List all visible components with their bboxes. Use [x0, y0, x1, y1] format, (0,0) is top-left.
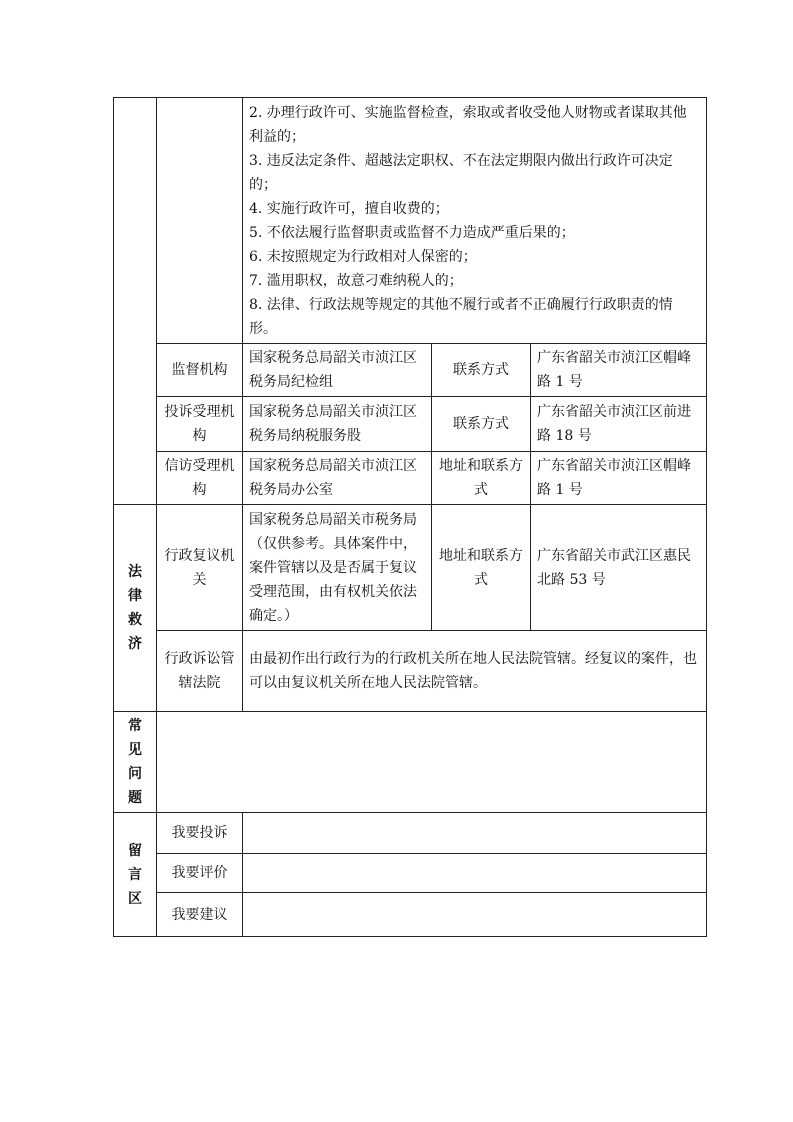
litigation-label: 行政诉讼管辖法院: [157, 631, 243, 712]
evaluate-label: 我要评价: [157, 854, 243, 893]
duty-item: 4. 实施行政许可，擅自收费的；: [249, 201, 449, 217]
section-char: 留: [128, 842, 142, 859]
petition-label: 信访受理机构: [157, 452, 243, 505]
message-section-title: [114, 813, 157, 937]
section-cell-empty: [114, 98, 157, 505]
complaint-row: [114, 397, 707, 452]
section-char: 救: [128, 612, 142, 628]
section-char: 法: [128, 564, 142, 580]
duty-item: 3. 违反法定条件、超越法定职权、不在法定期限内做出行政许可决定的；: [249, 153, 673, 193]
faq-section-title: [114, 712, 157, 813]
section-char: 律: [128, 588, 142, 604]
evaluate-input[interactable]: [243, 854, 707, 893]
duty-item: 2. 办理行政许可、实施监督检查，索取或者收受他人财物或者谋取其他利益的；: [249, 105, 687, 145]
petition-contact: 广东省韶关市浈江区帽峰路 1 号: [531, 452, 707, 505]
duty-item: 5. 不依法履行监督职责或监督不力造成严重后果的；: [249, 225, 575, 241]
message-row: [114, 854, 707, 893]
complaint-label: 投诉受理机构: [157, 397, 243, 452]
service-guide-table: [113, 97, 707, 937]
review-label: 行政复议机关: [157, 505, 243, 631]
supervision-contact-label: 联系方式: [432, 344, 531, 397]
supervision-row: [114, 344, 707, 397]
faq-content: [157, 712, 707, 813]
message-row: [114, 893, 707, 937]
suggest-input[interactable]: [243, 893, 707, 937]
supervision-contact: 广东省韶关市浈江区帽峰路 1 号: [531, 344, 707, 397]
section-char: 区: [128, 890, 142, 907]
complain-label: 我要投诉: [157, 813, 243, 854]
litigation-row: [114, 631, 707, 712]
section-char: 题: [128, 790, 142, 806]
suggest-label: 我要建议: [157, 893, 243, 937]
review-row: [114, 505, 707, 631]
litigation-text: 由最初作出行政行为的行政机关所在地人民法院管辖。经复议的案件，也可以由复议机关所在地人民法院管辖。: [243, 631, 707, 712]
message-row: [114, 813, 707, 854]
complaint-contact: 广东省韶关市浈江区前进路 18 号: [531, 397, 707, 452]
review-contact-label: 地址和联系方式: [432, 505, 531, 631]
supervision-label: 监督机构: [157, 344, 243, 397]
review-org: 国家税务总局韶关市税务局（仅供参考。具体案件中，案件管辖以及是否属于复议受理范围，由有权机关依法确定。）: [243, 505, 432, 631]
section-char: 见: [128, 742, 142, 758]
petition-org: 国家税务总局韶关市浈江区税务局办公室: [243, 452, 432, 505]
section-char: 常: [128, 718, 142, 734]
petition-contact-label: 地址和联系方式: [432, 452, 531, 505]
section-char: 济: [128, 636, 142, 652]
review-contact: 广东省韶关市武江区惠民北路 53 号: [531, 505, 707, 631]
petition-row: [114, 452, 707, 505]
duty-item: 8. 法律、行政法规等规定的其他不履行或者不正确履行行政职责的情形。: [249, 297, 673, 337]
duty-label-cell: [157, 98, 243, 344]
section-char: 问: [128, 766, 142, 782]
duty-list-cell: [243, 98, 707, 344]
complain-input[interactable]: [243, 813, 707, 854]
duty-item: 7. 滥用职权，故意刁难纳税人的；: [249, 273, 463, 289]
section-char: 言: [128, 866, 142, 883]
duty-list-row: [114, 98, 707, 344]
supervision-org: 国家税务总局韶关市浈江区税务局纪检组: [243, 344, 432, 397]
complaint-contact-label: 联系方式: [432, 397, 531, 452]
legal-relief-section-title: [114, 505, 157, 712]
complaint-org: 国家税务总局韶关市浈江区税务局纳税服务股: [243, 397, 432, 452]
duty-item: 6. 未按照规定为行政相对人保密的；: [249, 249, 477, 265]
faq-row: [114, 712, 707, 813]
